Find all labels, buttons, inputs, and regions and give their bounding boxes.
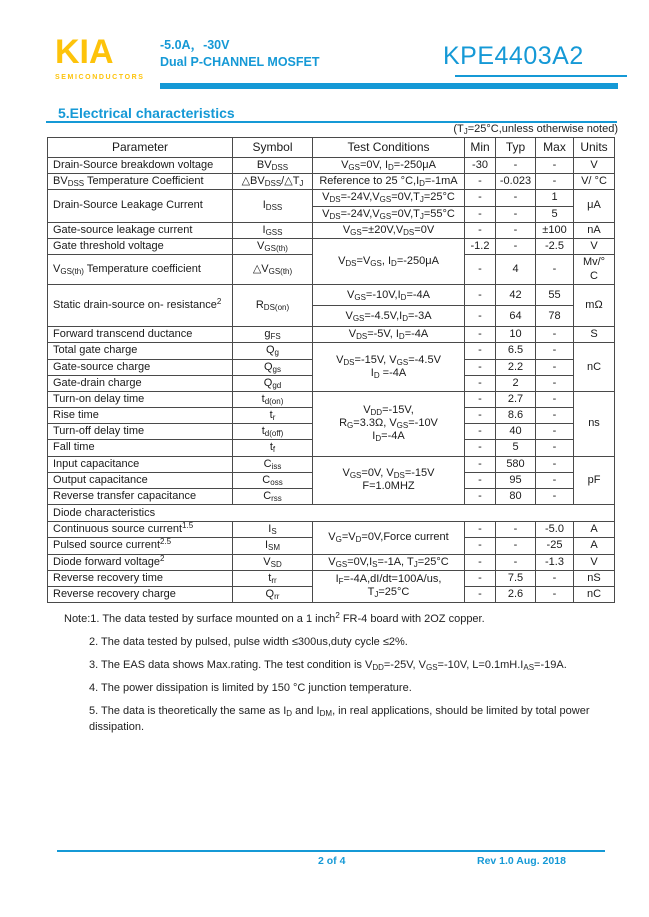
- diode-section-row: [48, 505, 615, 522]
- cond-cell: $V_{DS}=V_{GS}$, $I_D=-250\mu A$: [313, 238, 465, 284]
- parameter-cell: Static drain-source on- resistance$^2$: [48, 285, 233, 327]
- col-header-parameter: Parameter: [48, 138, 233, 158]
- header-thin-rule: [455, 75, 627, 77]
- cond-cell: $V_{DS}=-24V,V_{GS}=0V,T_J=55^\circ C$: [313, 206, 465, 222]
- typ-cell: -0.023: [496, 174, 536, 190]
- typ-cell: 40: [496, 424, 536, 440]
- parameter-cell: Pulsed source current$^{2.5}$: [48, 538, 233, 554]
- min-cell: -: [465, 222, 496, 238]
- max-cell: -1.3: [536, 554, 574, 570]
- max-cell: -5.0: [536, 522, 574, 538]
- parameter-cell: Reverse transfer capacitance: [48, 489, 233, 505]
- typ-cell: -: [496, 190, 536, 206]
- max-cell: -: [536, 391, 574, 407]
- typ-cell: -: [496, 238, 536, 254]
- cond-cell: $V_{DS}=-24V,V_{GS}=0V,T_J=25^\circ C$: [313, 190, 465, 206]
- units-cell: A: [574, 538, 615, 554]
- max-cell: 1: [536, 190, 574, 206]
- symbol-cell: $t_{d(on)}$: [233, 391, 313, 407]
- max-cell: -: [536, 424, 574, 440]
- parameter-cell: Turn-off delay time: [48, 424, 233, 440]
- symbol-cell: $I_S$: [233, 522, 313, 538]
- device-summary: [160, 37, 320, 71]
- typ-cell: 42: [496, 285, 536, 306]
- min-cell: -: [465, 206, 496, 222]
- min-cell: -: [465, 375, 496, 391]
- units-cell: nS: [574, 570, 615, 586]
- col-header-min: Min: [465, 138, 496, 158]
- units-cell: pF: [574, 456, 615, 505]
- symbol-cell: $V_{SD}$: [233, 554, 313, 570]
- col-header-test-conditions: Test Conditions: [313, 138, 465, 158]
- min-cell: -: [465, 456, 496, 472]
- parameter-cell: Input capacitance: [48, 456, 233, 472]
- cond-cell: $V_{GS}=\pm 20V,V_{DS}=0V$: [313, 222, 465, 238]
- max-cell: -: [536, 440, 574, 456]
- min-cell: -: [465, 285, 496, 306]
- min-cell: -: [465, 440, 496, 456]
- max-cell: -: [536, 456, 574, 472]
- footer-page-number: 2 of 4: [318, 855, 346, 867]
- cond-cell: $V_{GS}=0V,I_S=-1A$, $T_J=25^\circ C$: [313, 554, 465, 570]
- min-cell: -: [465, 327, 496, 343]
- typ-cell: 8.6: [496, 408, 536, 424]
- units-cell: A: [574, 522, 615, 538]
- typ-cell: -: [496, 538, 536, 554]
- symbol-cell: $R_{DS(on)}$: [233, 285, 313, 327]
- min-cell: -1.2: [465, 238, 496, 254]
- col-header-max: Max: [536, 138, 574, 158]
- min-cell: -: [465, 522, 496, 538]
- typ-cell: -: [496, 522, 536, 538]
- symbol-cell: $Q_{rr}$: [233, 586, 313, 602]
- max-cell: ±100: [536, 222, 574, 238]
- max-cell: -: [536, 586, 574, 602]
- symbol-cell: $t_f$: [233, 440, 313, 456]
- min-cell: -: [465, 255, 496, 285]
- note-line: 3. The EAS data shows Max.rating. The test condition is $V_{DD}=-25V$, $V_{GS}=-10V$, $L=0.1mH.I_{AS}=-19A$.: [89, 658, 567, 672]
- min-cell: -: [465, 408, 496, 424]
- parameter-cell: $V_{GS(th)}$ Temperature coefficient: [48, 255, 233, 285]
- table-row: [48, 554, 615, 570]
- parameter-cell: Fall time: [48, 440, 233, 456]
- typ-cell: -: [496, 206, 536, 222]
- col-header-units: Units: [574, 138, 615, 158]
- symbol-cell: $C_{oss}$: [233, 472, 313, 488]
- typ-cell: 2.6: [496, 586, 536, 602]
- min-cell: -: [465, 472, 496, 488]
- parameter-cell: Turn-on delay time: [48, 391, 233, 407]
- units-cell: μA: [574, 190, 615, 222]
- min-cell: -: [465, 554, 496, 570]
- max-cell: -: [536, 408, 574, 424]
- max-cell: -: [536, 570, 574, 586]
- typ-cell: 2.7: [496, 391, 536, 407]
- symbol-cell: $Q_{gs}$: [233, 359, 313, 375]
- section-title: 5.Electrical characteristics: [58, 105, 235, 121]
- parameter-cell: Gate-source leakage current: [48, 222, 233, 238]
- max-cell: -: [536, 489, 574, 505]
- typ-cell: 2: [496, 375, 536, 391]
- units-cell: V/ °C: [574, 174, 615, 190]
- min-cell: -: [465, 570, 496, 586]
- symbol-cell: $I_{DSS}$: [233, 190, 313, 222]
- footer-revision: Rev 1.0 Aug. 2018: [477, 855, 566, 867]
- parameter-cell: Reverse recovery time: [48, 570, 233, 586]
- typ-cell: 10: [496, 327, 536, 343]
- max-cell: -: [536, 375, 574, 391]
- typ-cell: -: [496, 554, 536, 570]
- symbol-cell: $BV_{DSS}$: [233, 158, 313, 174]
- footer-rule: [57, 850, 605, 852]
- table-header-row: [48, 138, 615, 158]
- condition-note: ($T_J=25^\circ C,unless$ otherwise noted): [453, 123, 618, 136]
- units-cell: nC: [574, 586, 615, 602]
- symbol-cell: $C_{rss}$: [233, 489, 313, 505]
- cond-cell: $V_{DS}=-15V$, $V_{GS}=-4.5V$ $I_D =-4A$: [313, 343, 465, 392]
- min-cell: -: [465, 586, 496, 602]
- note-line: 4. The power dissipation is limited by 150 °C junction temperature.: [89, 681, 412, 694]
- min-cell: -30: [465, 158, 496, 174]
- typ-cell: 6.5: [496, 343, 536, 359]
- symbol-cell: $Q_g$: [233, 343, 313, 359]
- cond-cell: $V_G=V_D=0V,Force$ current: [313, 522, 465, 554]
- parameter-cell: Gate-drain charge: [48, 375, 233, 391]
- logo-text: KIA: [55, 33, 114, 71]
- units-cell: S: [574, 327, 615, 343]
- parameter-cell: Gate-source charge: [48, 359, 233, 375]
- note-line: 5. The data is theoretically the same as $I_D$ and $I_{DM}$, in real applications, should be limited by total power dissipation.: [89, 704, 590, 733]
- table-row: [48, 343, 615, 359]
- max-cell: 78: [536, 306, 574, 327]
- cond-cell: $V_{GS}=0V$, $I_D=-250\mu A$: [313, 158, 465, 174]
- max-cell: -: [536, 359, 574, 375]
- min-cell: -: [465, 538, 496, 554]
- col-header-symbol: Symbol: [233, 138, 313, 158]
- min-cell: -: [465, 424, 496, 440]
- part-number: KPE4403A2: [443, 42, 584, 70]
- typ-cell: 580: [496, 456, 536, 472]
- max-cell: -2.5: [536, 238, 574, 254]
- min-cell: -: [465, 359, 496, 375]
- table-row: [48, 522, 615, 538]
- max-cell: 5: [536, 206, 574, 222]
- symbol-cell: $C_{iss}$: [233, 456, 313, 472]
- typ-cell: 80: [496, 489, 536, 505]
- parameter-cell: Gate threshold voltage: [48, 238, 233, 254]
- max-cell: 55: [536, 285, 574, 306]
- typ-cell: 64: [496, 306, 536, 327]
- cond-cell: $V_{GS}=-10V,I_D=-4A$: [313, 285, 465, 306]
- table-row: [48, 222, 615, 238]
- parameter-cell: Rise time: [48, 408, 233, 424]
- min-cell: -: [465, 391, 496, 407]
- parameter-cell: Drain-Source breakdown voltage: [48, 158, 233, 174]
- device-rating: -5.0A，-30V: [160, 38, 230, 52]
- symbol-cell: $g_{FS}$: [233, 327, 313, 343]
- units-cell: nA: [574, 222, 615, 238]
- symbol-cell: $t_r$: [233, 408, 313, 424]
- parameter-cell: Diode forward voltage$^2$: [48, 554, 233, 570]
- kia-logo: [55, 34, 145, 81]
- symbol-cell: $V_{GS(th)}$: [233, 238, 313, 254]
- units-cell: mΩ: [574, 285, 615, 327]
- units-cell: ns: [574, 391, 615, 456]
- symbol-cell: $I_{SM}$: [233, 538, 313, 554]
- max-cell: -: [536, 472, 574, 488]
- diode-section-label: Diode characteristics: [48, 505, 615, 522]
- max-cell: -: [536, 174, 574, 190]
- col-header-typ: Typ: [496, 138, 536, 158]
- note-line: 2. The data tested by pulsed, pulse width ≤300us,duty cycle ≤2%.: [89, 635, 408, 648]
- min-cell: -: [465, 489, 496, 505]
- table-row: [48, 391, 615, 407]
- min-cell: -: [465, 343, 496, 359]
- table-row: [48, 174, 615, 190]
- units-cell: V: [574, 554, 615, 570]
- parameter-cell: $BV_{DSS}$ Temperature Coefficient: [48, 174, 233, 190]
- units-cell: Mv/° C: [574, 255, 615, 285]
- cond-cell: Reference to 25 $^\circ C,I_D=-1mA$: [313, 174, 465, 190]
- parameter-cell: Continuous source current$^{1.5}$: [48, 522, 233, 538]
- min-cell: -: [465, 306, 496, 327]
- max-cell: -25: [536, 538, 574, 554]
- typ-cell: 7.5: [496, 570, 536, 586]
- typ-cell: 4: [496, 255, 536, 285]
- header-thick-rule: [160, 83, 618, 89]
- max-cell: -: [536, 255, 574, 285]
- typ-cell: 2.2: [496, 359, 536, 375]
- notes-block: [64, 612, 604, 743]
- typ-cell: -: [496, 222, 536, 238]
- min-cell: -: [465, 174, 496, 190]
- parameter-cell: Forward transcend ductance: [48, 327, 233, 343]
- max-cell: -: [536, 158, 574, 174]
- cond-cell: $I_F=-4A,dI/dt=100A/us$, $T_J=25^\circ C$: [313, 570, 465, 602]
- table-row: [48, 158, 615, 174]
- units-cell: nC: [574, 343, 615, 392]
- table-row: [48, 327, 615, 343]
- units-cell: V: [574, 238, 615, 254]
- max-cell: -: [536, 327, 574, 343]
- cond-cell: $V_{DS}=-5V$, $I_D=-4A$: [313, 327, 465, 343]
- typ-cell: -: [496, 158, 536, 174]
- max-cell: -: [536, 343, 574, 359]
- logo-subtext: SEMICONDUCTORS: [55, 74, 145, 81]
- parameter-cell: Drain-Source Leakage Current: [48, 190, 233, 222]
- symbol-cell: $\triangle V_{GS(th)}$: [233, 255, 313, 285]
- parameter-cell: Output capacitance: [48, 472, 233, 488]
- typ-cell: 5: [496, 440, 536, 456]
- device-type: Dual P-CHANNEL MOSFET: [160, 55, 320, 69]
- typ-cell: 95: [496, 472, 536, 488]
- symbol-cell: $Q_{gd}$: [233, 375, 313, 391]
- cond-cell: $V_{DD}=-15V$, $R_G=3.3\Omega$, $V_{GS}=-10V$ $I_D=-4A$: [313, 391, 465, 456]
- symbol-cell: $I_{GSS}$: [233, 222, 313, 238]
- symbol-cell: $t_{rr}$: [233, 570, 313, 586]
- note-line: Note:1. The data tested by surface mounted on a 1 inch$^2$ FR-4 board with 2OZ copper.: [64, 611, 485, 625]
- table-row: [48, 190, 615, 206]
- cond-cell: $V_{GS}=0V$, $V_{DS}=-15V$ F=1.0MHZ: [313, 456, 465, 505]
- table-row: [48, 285, 615, 306]
- parameter-cell: Total gate charge: [48, 343, 233, 359]
- table-row: [48, 570, 615, 586]
- table-row: [48, 456, 615, 472]
- parameter-cell: Reverse recovery charge: [48, 586, 233, 602]
- cond-cell: $V_{GS}=-4.5V,I_D=-3A$: [313, 306, 465, 327]
- symbol-cell: $t_{d(off)}$: [233, 424, 313, 440]
- min-cell: -: [465, 190, 496, 206]
- units-cell: V: [574, 158, 615, 174]
- electrical-characteristics-table: [47, 137, 615, 603]
- symbol-cell: $\triangle BV_{DSS}/\triangle T_J$: [233, 174, 313, 190]
- table-row: [48, 238, 615, 254]
